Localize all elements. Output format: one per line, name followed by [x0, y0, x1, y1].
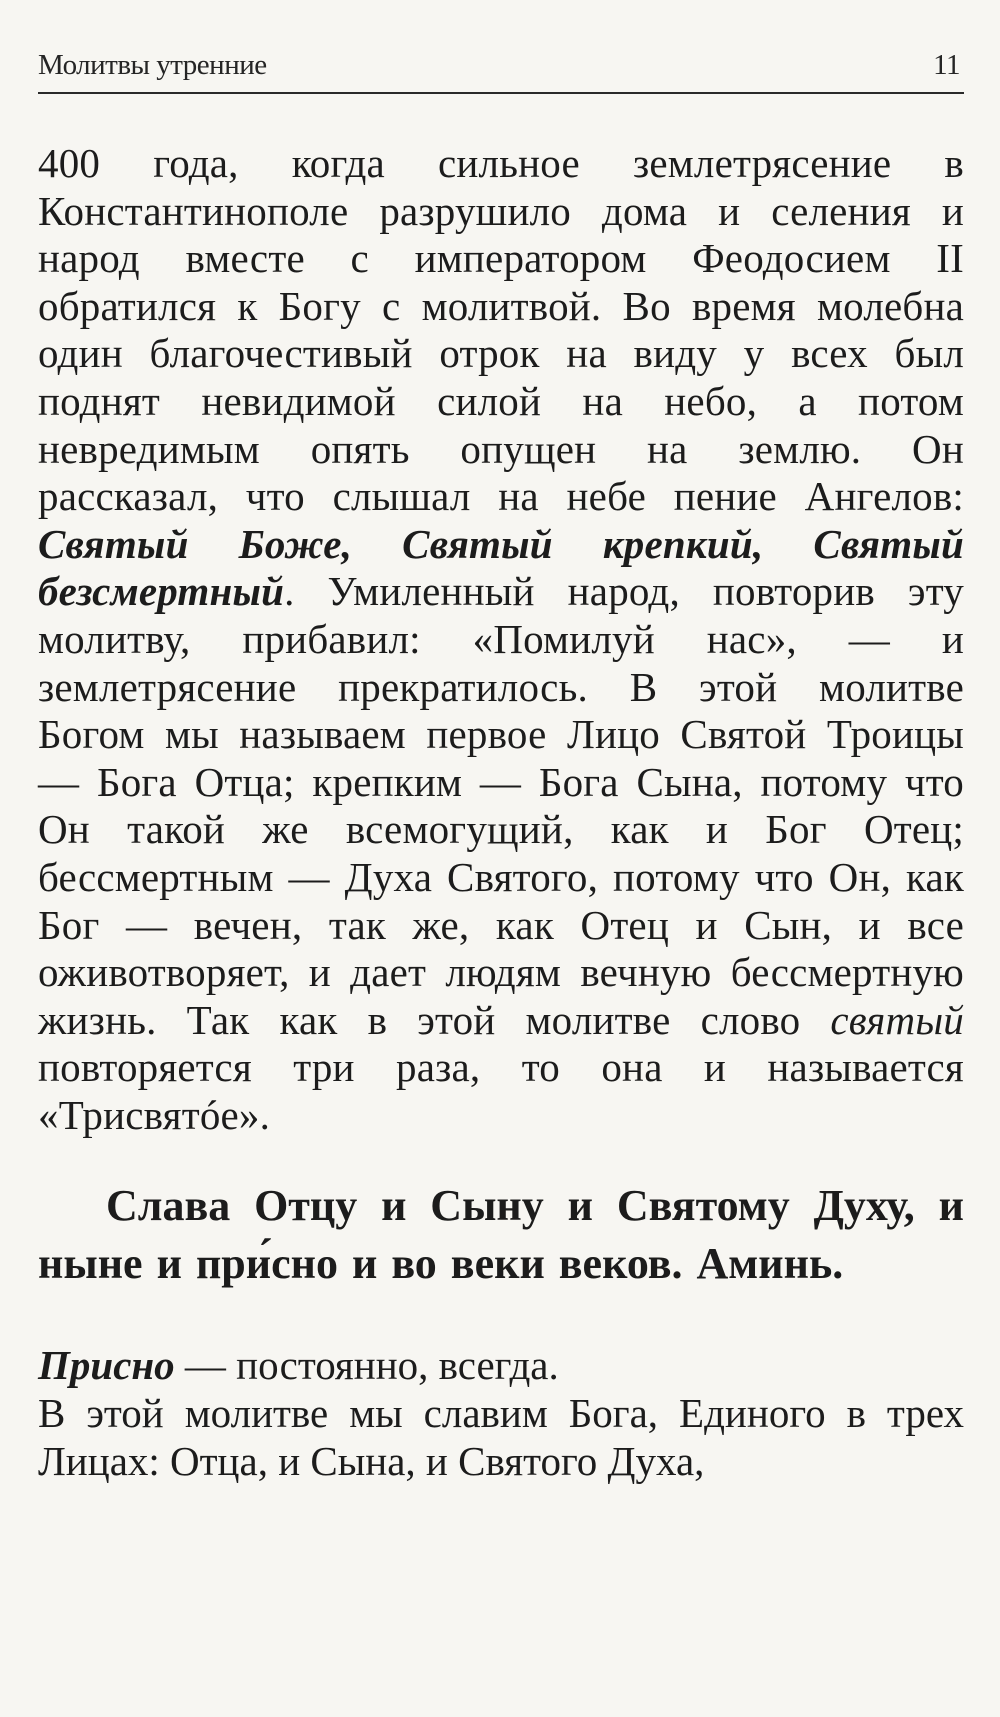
explanation-paragraph: В этой молитве мы славим Бога, Единого в трех Лицах: Отца, и Сына, и Святого Духа, [38, 1390, 964, 1485]
prayer-text: Слава Отцу и Сыну и Святому Духу, и ныне и при́сно и во веки веков. Аминь. [38, 1181, 964, 1289]
main-paragraph [38, 140, 964, 1139]
running-header-title: Молитвы утренние [38, 49, 267, 81]
running-header [38, 48, 964, 94]
page-number: 11 [933, 49, 960, 81]
paragraph-after-hymn: . Умиленный народ, повторив эту молитву, прибавил: «Помилуй нас», — и землетрясение прекратилось. В этой молитве Богом мы называем первое Лицо Святой Троицы — Бога Отца; крепким — Бога Сына, потому что Он такой же всемогущий, как и Бог Отец; бессмертным — Духа Святого, потому что Он, как Бог — вечен, так же, как Отец и Сын, и все оживотворяет, и дает людям вечную бессмертную жизнь. Так как в этой молитве слово [38, 568, 964, 1043]
definition-text: — постоянно, всегда. [174, 1342, 559, 1389]
definition [38, 1341, 964, 1389]
main-paragraph-text [38, 140, 964, 1139]
paragraph-ending: повторяется три раза, то она и называется «Трисвятóе». [38, 1044, 964, 1138]
paragraph-intro: 400 года, когда сильное землетрясение в Константинополе разрушило дома и селения и народ вместе с императором Феодосием II обратился к Богу с молитвой. Во время молебна один благочестивый отрок на виду у всех был поднят невидимой силой на небо, а потом невредимым опять опущен на землю. Он рассказал, что слышал на небе пение Ангелов: [38, 140, 964, 520]
italic-word: святый [830, 996, 964, 1043]
hymn-quote: Святый Боже, Святый крепкий, Святый безсмертный [38, 520, 964, 615]
definition-term: Присно [38, 1342, 175, 1389]
